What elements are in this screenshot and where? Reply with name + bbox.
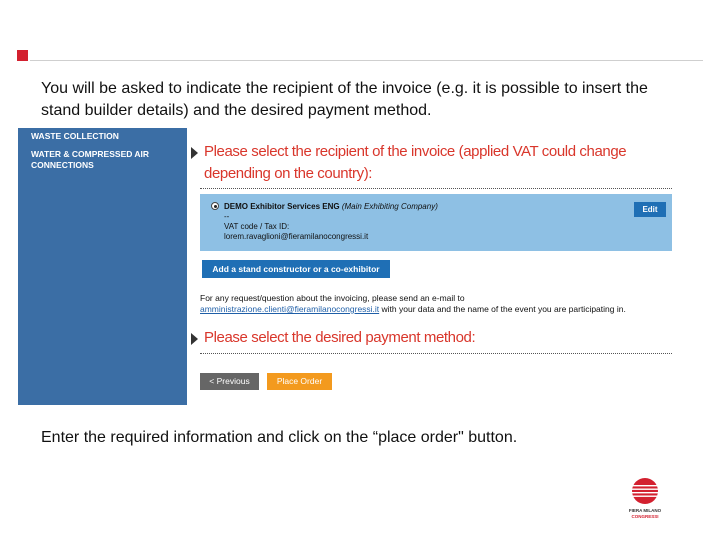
slide-marker (17, 50, 28, 61)
recipient-name: DEMO Exhibitor Services ENG (224, 202, 340, 211)
logo-text-line1: FIERA MILANO (628, 508, 662, 513)
sidebar-item-water-air[interactable]: WATER & COMPRESSED AIR CONNECTIONS (31, 149, 150, 170)
recipient-separator: -- (224, 212, 230, 221)
dotted-divider (200, 188, 672, 189)
add-constructor-button[interactable]: Add a stand constructor or a co-exhibitor (202, 260, 390, 278)
payment-heading: Please select the desired payment method: (204, 327, 654, 349)
recipient-option[interactable] (200, 194, 672, 251)
invoice-contact-note (200, 293, 676, 315)
contact-line-1: For any request/question about the invoicing, please send an e-mail to (200, 293, 465, 303)
recipient-role: (Main Exhibiting Company) (341, 202, 438, 211)
contact-email-link[interactable]: amministrazione.clienti@fieramilanocongressi.it (200, 304, 380, 314)
order-form (187, 128, 676, 405)
previous-button[interactable]: < Previous (200, 373, 259, 390)
slide-divider (30, 60, 703, 61)
dotted-divider (200, 353, 672, 354)
edit-button[interactable]: Edit (634, 202, 666, 217)
recipient-radio[interactable] (211, 202, 219, 210)
contact-line-2-text: with your data and the name of the event you are participating in. (379, 304, 626, 314)
logo-mark-icon (625, 476, 665, 508)
recipient-email: lorem.ravaglioni@fieramilanocongressi.it (224, 232, 369, 241)
place-order-button[interactable]: Place Order (267, 373, 332, 390)
sidebar (18, 128, 187, 405)
recipient-heading: Please select the recipient of the invoice (applied VAT could change depending on the country): (204, 141, 654, 185)
triangle-right-icon (191, 147, 198, 159)
outro-text: Enter the required information and click on the “place order" button. (41, 429, 518, 446)
recipient-vat: VAT code / Tax ID: (224, 222, 290, 231)
recipient-name-line (224, 202, 438, 212)
sidebar-item-waste-collection[interactable]: WASTE COLLECTION (31, 131, 119, 141)
fiera-milano-logo (625, 476, 665, 522)
logo-text-line2: CONGRESSI (631, 514, 659, 519)
triangle-right-icon (191, 333, 198, 345)
contact-line-2 (200, 304, 676, 315)
intro-text: You will be asked to indicate the recipient of the invoice (e.g. it is possible to insert the stand builder details) and the desired payment method. (41, 80, 648, 119)
screenshot-panel (18, 128, 676, 405)
